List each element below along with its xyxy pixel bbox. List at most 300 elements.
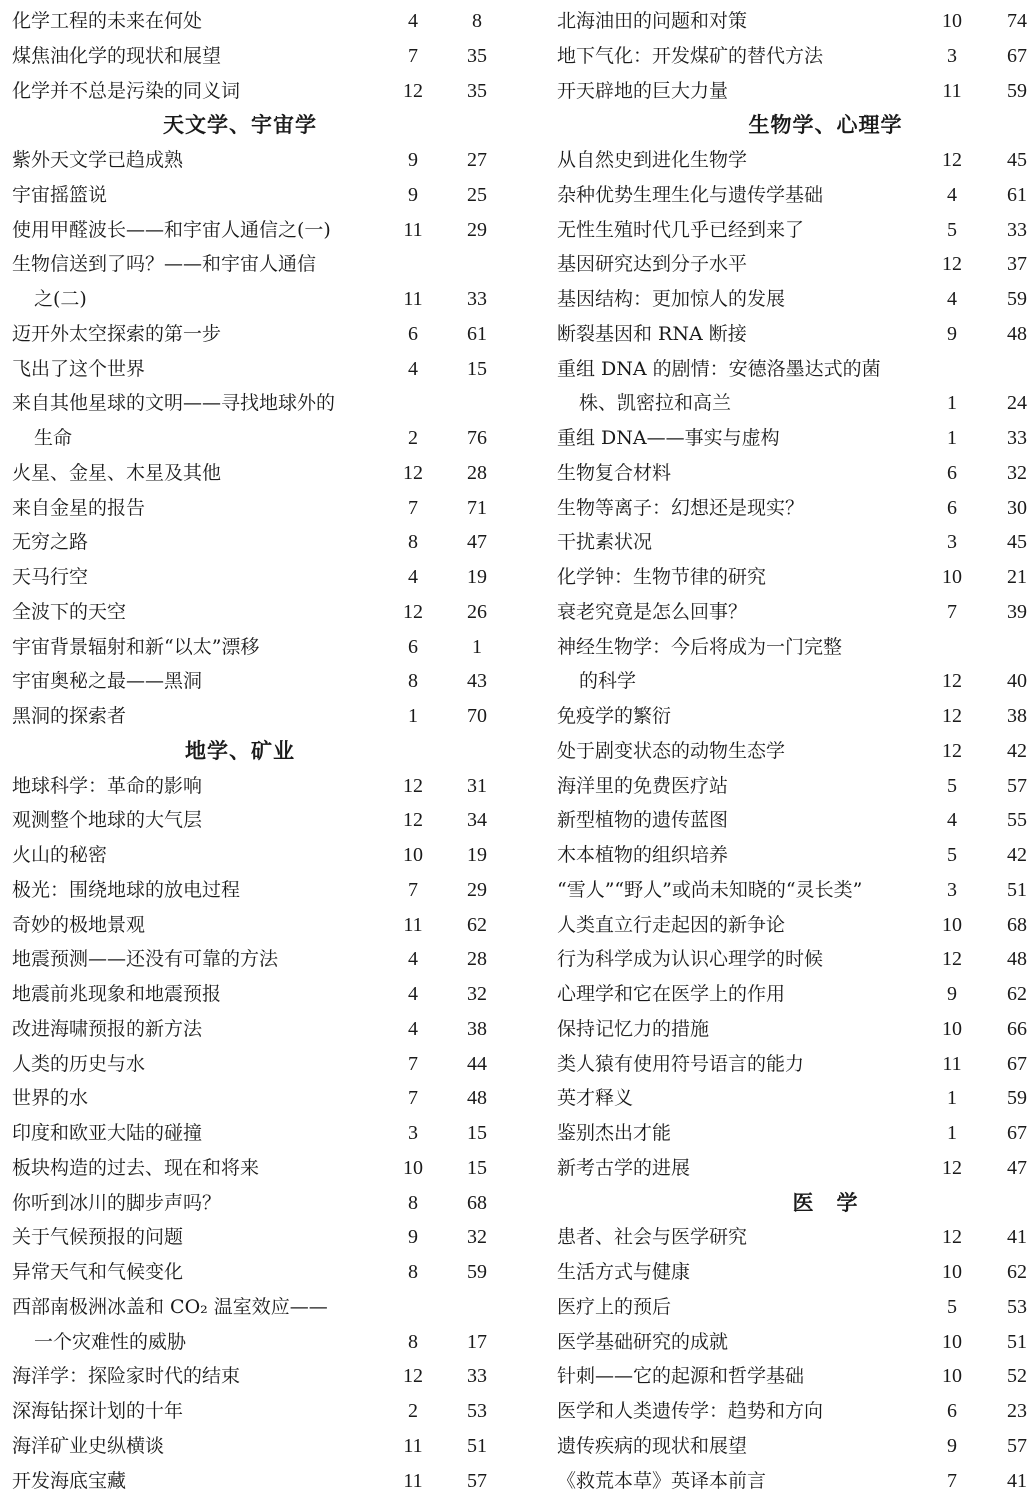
entry-title: 宇宙背景辐射和新“以太”漂移 [12, 635, 260, 658]
entry-title: 医学基础研究的成就 [557, 1330, 729, 1353]
entry-issue: 1 [947, 1122, 957, 1144]
entry-title: 无穷之路 [12, 531, 89, 554]
entry-issue: 1 [947, 427, 957, 449]
index-entry [557, 525, 1034, 560]
left-column [12, 4, 508, 1498]
index-entry [12, 143, 508, 178]
entry-page: 67 [1007, 1052, 1027, 1075]
entry-page: 62 [467, 913, 487, 936]
entry-page: 30 [1007, 496, 1027, 519]
entry-issue: 12 [942, 670, 962, 693]
entry-issue: 4 [408, 983, 418, 1005]
entry-title: 医学和人类遗传学：趋势和方向 [557, 1400, 824, 1422]
entry-issue: 1 [947, 392, 957, 415]
entry-title: 杂种优势生理生化与遗传学基础 [557, 183, 824, 206]
index-entry [557, 595, 1034, 630]
entry-issue: 10 [942, 566, 962, 588]
entry-page: 61 [1007, 183, 1027, 206]
entry-page: 57 [1007, 1434, 1027, 1457]
entry-issue: 10 [403, 1156, 423, 1179]
entry-issue: 10 [942, 1261, 962, 1283]
entry-issue: 10 [942, 1330, 962, 1353]
entry-title: 生活方式与健康 [557, 1261, 691, 1283]
entry-issue: 7 [947, 600, 957, 623]
entry-title: 医疗上的预后 [557, 1295, 672, 1318]
entry-issue: 3 [947, 44, 957, 67]
entry-title: 奇妙的极地景观 [12, 913, 146, 936]
entry-issue: 7 [408, 878, 418, 901]
entry-title: 的科学 [579, 670, 637, 693]
entry-page: 59 [467, 1261, 487, 1283]
entry-page: 48 [467, 1087, 487, 1110]
entry-page: 51 [1007, 1330, 1027, 1353]
index-entry [12, 803, 508, 838]
entry-issue: 4 [408, 357, 418, 380]
entry-issue: 7 [408, 496, 418, 519]
entry-title: 衰老究竟是怎么回事？ [557, 600, 748, 623]
entry-title: 异常天气和气候变化 [12, 1261, 184, 1283]
entry-title: 关于气候预报的问题 [12, 1226, 184, 1249]
entry-page: 29 [467, 878, 487, 901]
entry-continuation [12, 282, 508, 317]
index-entry [12, 213, 508, 248]
entry-title: 神经生物学：今后将成为一门完整 [557, 635, 843, 658]
index-entry [12, 525, 508, 560]
entry-page: 19 [467, 566, 487, 588]
entry-page: 34 [467, 809, 487, 832]
entry-page: 59 [1007, 79, 1027, 102]
index-entry [557, 352, 1034, 387]
entry-issue: 8 [408, 670, 418, 693]
entry-page: 42 [1007, 739, 1027, 762]
entry-title: 紫外天文学已趋成熟 [12, 149, 184, 171]
index-entry [12, 1151, 508, 1186]
entry-page: 15 [467, 357, 487, 380]
index-entry [12, 1081, 508, 1116]
index-entry [557, 908, 1034, 943]
entry-issue: 3 [947, 531, 957, 554]
entry-issue: 7 [408, 1052, 418, 1075]
entry-title: 使用甲醛波长——和宇宙人通信之(一) [12, 218, 331, 241]
entry-page: 35 [467, 79, 487, 102]
entry-title: 针刺——它的起源和哲学基础 [557, 1365, 805, 1388]
entry-page: 17 [467, 1330, 487, 1353]
entry-page: 1 [472, 635, 482, 658]
entry-title: 心理学和它在医学上的作用 [557, 983, 786, 1005]
index-entry [12, 1186, 508, 1221]
entry-title: 遗传疾病的现状和展望 [557, 1434, 748, 1457]
index-entry [12, 1012, 508, 1047]
index-entry [12, 491, 508, 526]
index-entry [12, 699, 508, 734]
index-entry [12, 1290, 508, 1325]
entry-page: 19 [467, 844, 487, 866]
entry-page: 44 [467, 1052, 487, 1075]
entry-issue: 8 [408, 1261, 418, 1283]
index-entry [12, 247, 508, 282]
index-entry [557, 977, 1034, 1012]
entry-page: 51 [1007, 878, 1027, 901]
entry-title: 火星、金星、木星及其他 [12, 461, 222, 484]
entry-page: 59 [1007, 1087, 1027, 1110]
entry-page: 25 [467, 183, 487, 206]
entry-page: 31 [467, 774, 487, 797]
index-entry [557, 1012, 1034, 1047]
entry-title: 生命 [34, 427, 73, 449]
section-heading [12, 734, 508, 769]
entry-title: “雪人”“野人”或尚未知晓的“灵长类” [557, 878, 863, 901]
entry-issue: 11 [403, 1469, 423, 1492]
entry-issue: 9 [947, 1434, 957, 1457]
entry-page: 45 [1007, 531, 1027, 554]
index-entry [557, 1464, 1034, 1499]
entry-page: 24 [1007, 392, 1027, 415]
entry-page: 32 [1007, 461, 1027, 484]
entry-page: 40 [1007, 670, 1027, 693]
entry-issue: 4 [947, 288, 957, 310]
entry-title: 地球科学：革命的影响 [12, 774, 203, 797]
index-entry [12, 456, 508, 491]
index-entry [557, 74, 1034, 109]
entry-page: 38 [467, 1017, 487, 1040]
entry-title: 基因结构：更加惊人的发展 [557, 288, 786, 310]
entry-title: 一个灾难性的威胁 [34, 1330, 187, 1353]
index-entry [12, 942, 508, 977]
entry-issue: 9 [947, 983, 957, 1005]
entry-title: 西部南极洲冰盖和 CO₂ 温室效应—— [12, 1295, 328, 1318]
index-entry [557, 1290, 1034, 1325]
entry-issue: 12 [942, 948, 962, 971]
index-entry [557, 1081, 1034, 1116]
index-entry [12, 1220, 508, 1255]
entry-title: 株、凯密拉和高兰 [579, 392, 732, 415]
index-entry [12, 39, 508, 74]
entry-issue: 12 [942, 253, 962, 276]
entry-page: 53 [1007, 1295, 1027, 1318]
entry-issue: 4 [947, 809, 957, 832]
index-entry [12, 1255, 508, 1290]
entry-page: 33 [467, 288, 487, 310]
entry-issue: 1 [408, 705, 418, 727]
entry-page: 67 [1007, 44, 1027, 67]
entry-page: 28 [467, 948, 487, 971]
section-heading [12, 108, 508, 143]
entry-page: 41 [1007, 1226, 1027, 1249]
index-entry [12, 317, 508, 352]
entry-title: 人类直立行走起因的新争论 [557, 913, 786, 936]
entry-issue: 7 [408, 1087, 418, 1110]
entry-title: 宇宙奥秘之最——黑洞 [12, 670, 203, 693]
index-entry [557, 317, 1034, 352]
section-heading-title: 生物学、心理学 [748, 112, 903, 138]
entry-page: 57 [1007, 774, 1027, 797]
entry-page: 35 [467, 44, 487, 67]
index-entry [557, 630, 1034, 665]
index-entry [557, 178, 1034, 213]
index-entry [12, 1359, 508, 1394]
index-entry [557, 803, 1034, 838]
entry-title: 开天辟地的巨大力量 [557, 79, 729, 102]
index-entry [557, 699, 1034, 734]
index-entry [557, 1151, 1034, 1186]
entry-title: 之(二) [34, 288, 87, 310]
entry-page: 21 [1007, 566, 1027, 588]
entry-page: 68 [467, 1191, 487, 1214]
entry-title: 基因研究达到分子水平 [557, 253, 748, 276]
entry-page: 15 [467, 1156, 487, 1179]
entry-issue: 9 [947, 322, 957, 345]
entry-page: 45 [1007, 149, 1027, 171]
entry-issue: 3 [408, 1122, 418, 1144]
index-entry [12, 1047, 508, 1082]
entry-continuation [12, 1325, 508, 1360]
entry-issue: 11 [942, 1052, 962, 1075]
index-entry [12, 1464, 508, 1499]
entry-issue: 10 [942, 1365, 962, 1388]
entry-title: 生物复合材料 [557, 461, 672, 484]
entry-issue: 1 [947, 1087, 957, 1110]
entry-page: 47 [467, 531, 487, 554]
entry-page: 74 [1007, 10, 1027, 32]
entry-issue: 4 [408, 1017, 418, 1040]
entry-issue: 11 [403, 1434, 423, 1457]
entry-issue: 4 [408, 10, 418, 32]
index-entry [557, 143, 1034, 178]
entry-title: 世界的水 [12, 1087, 89, 1110]
index-entry [557, 1394, 1034, 1429]
index-entry [12, 977, 508, 1012]
entry-page: 32 [467, 983, 487, 1005]
entry-issue: 10 [403, 844, 423, 866]
entry-title: 极光：围绕地球的放电过程 [12, 878, 241, 901]
index-entry [557, 1220, 1034, 1255]
entry-title: 深海钻探计划的十年 [12, 1400, 184, 1422]
entry-page: 43 [467, 670, 487, 693]
entry-issue: 12 [942, 739, 962, 762]
entry-issue: 10 [942, 913, 962, 936]
index-entry [557, 39, 1034, 74]
entry-page: 48 [1007, 948, 1027, 971]
index-entry [12, 74, 508, 109]
entry-page: 27 [467, 149, 487, 171]
entry-issue: 12 [942, 149, 962, 171]
entry-title: 类人猿有使用符号语言的能力 [557, 1052, 805, 1075]
entry-page: 32 [467, 1226, 487, 1249]
entry-title: 地震预测——还没有可靠的方法 [12, 948, 279, 971]
entry-issue: 12 [403, 461, 423, 484]
index-entry [557, 1325, 1034, 1360]
entry-title: 煤焦油化学的现状和展望 [12, 44, 222, 67]
entry-title: 开发海底宝藏 [12, 1469, 127, 1492]
index-entry [557, 491, 1034, 526]
entry-page: 47 [1007, 1156, 1027, 1179]
entry-title: 人类的历史与水 [12, 1052, 146, 1075]
entry-title: 新考古学的进展 [557, 1156, 691, 1179]
index-entry [12, 838, 508, 873]
entry-page: 29 [467, 218, 487, 241]
entry-page: 28 [467, 461, 487, 484]
entry-issue: 12 [403, 774, 423, 797]
entry-page: 68 [1007, 913, 1027, 936]
entry-title: 患者、社会与医学研究 [557, 1226, 748, 1249]
index-entry [557, 247, 1034, 282]
index-entry [557, 1359, 1034, 1394]
entry-issue: 11 [942, 79, 962, 102]
index-entry [12, 769, 508, 804]
entry-title: 来自金星的报告 [12, 496, 146, 519]
entry-issue: 12 [403, 1365, 423, 1388]
index-entry [12, 664, 508, 699]
entry-issue: 3 [947, 878, 957, 901]
entry-page: 15 [467, 1122, 487, 1144]
entry-page: 59 [1007, 288, 1027, 310]
entry-issue: 11 [403, 288, 423, 310]
index-entry [557, 560, 1034, 595]
entry-issue: 6 [947, 1400, 957, 1422]
entry-page: 66 [1007, 1017, 1027, 1040]
entry-title: 鉴别杰出才能 [557, 1122, 672, 1144]
entry-title: 木本植物的组织培养 [557, 844, 729, 866]
entry-page: 33 [467, 1365, 487, 1388]
entry-issue: 12 [942, 1226, 962, 1249]
entry-page: 76 [467, 427, 487, 449]
entry-issue: 12 [403, 600, 423, 623]
entry-page: 26 [467, 600, 487, 623]
entry-issue: 8 [408, 531, 418, 554]
entry-title: 印度和欧亚大陆的碰撞 [12, 1122, 203, 1144]
entry-title: 来自其他星球的文明——寻找地球外的 [12, 392, 336, 415]
entry-issue: 11 [403, 913, 423, 936]
index-entry [557, 838, 1034, 873]
entry-issue: 7 [947, 1469, 957, 1492]
entry-page: 42 [1007, 844, 1027, 866]
entry-issue: 4 [408, 566, 418, 588]
entry-issue: 5 [947, 1295, 957, 1318]
index-entry [12, 1429, 508, 1464]
entry-issue: 9 [408, 149, 418, 171]
entry-page: 52 [1007, 1365, 1027, 1388]
index-entry [12, 352, 508, 387]
index-entry [557, 1047, 1034, 1082]
entry-title: 你听到冰川的脚步声吗？ [12, 1191, 222, 1214]
entry-title: 海洋学：探险家时代的结束 [12, 1365, 241, 1388]
entry-continuation [557, 664, 1034, 699]
index-entry [12, 873, 508, 908]
entry-title: 生物信送到了吗？——和宇宙人通信 [12, 253, 317, 276]
index-entry [12, 1394, 508, 1429]
entry-title: 断裂基因和 RNA 断接 [557, 322, 747, 345]
entry-continuation [12, 421, 508, 456]
index-entry [12, 1116, 508, 1151]
entry-page: 51 [467, 1434, 487, 1457]
index-entry [557, 769, 1034, 804]
index-entry [557, 213, 1034, 248]
entry-title: 板块构造的过去、现在和将来 [12, 1156, 260, 1179]
entry-issue: 6 [947, 461, 957, 484]
index-entry [557, 1255, 1034, 1290]
entry-title: 从自然史到进化生物学 [557, 149, 748, 171]
entry-title: 新型植物的遗传蓝图 [557, 809, 729, 832]
entry-page: 33 [1007, 218, 1027, 241]
entry-page: 37 [1007, 253, 1027, 276]
entry-title: 火山的秘密 [12, 844, 108, 866]
entry-page: 38 [1007, 705, 1027, 727]
entry-title: 迈开外太空探索的第一步 [12, 322, 222, 345]
entry-title: 化学工程的未来在何处 [12, 10, 203, 32]
entry-issue: 12 [403, 79, 423, 102]
entry-page: 62 [1007, 1261, 1027, 1283]
entry-page: 62 [1007, 983, 1027, 1005]
entry-page: 33 [1007, 427, 1027, 449]
entry-title: 处于剧变状态的动物生态学 [557, 739, 786, 762]
entry-title: 干扰素状况 [557, 531, 653, 554]
index-entry [12, 630, 508, 665]
entry-issue: 2 [408, 427, 418, 449]
entry-issue: 4 [408, 948, 418, 971]
entry-title: 化学并不总是污染的同义词 [12, 79, 241, 102]
index-entry [557, 1116, 1034, 1151]
entry-issue: 12 [942, 1156, 962, 1179]
entry-page: 61 [467, 322, 487, 345]
entry-title: 无性生殖时代几乎已经到来了 [557, 218, 805, 241]
entry-title: 重组 DNA——事实与虚构 [557, 427, 780, 449]
entry-page: 70 [467, 705, 487, 727]
index-entry [12, 560, 508, 595]
entry-title: 北海油田的问题和对策 [557, 10, 748, 32]
entry-title: 天马行空 [12, 566, 89, 588]
section-heading-title: 地学、矿业 [185, 737, 295, 763]
index-entry [557, 734, 1034, 769]
entry-issue: 10 [942, 1017, 962, 1040]
entry-issue: 5 [947, 844, 957, 866]
entry-issue: 8 [408, 1191, 418, 1214]
entry-issue: 9 [408, 1226, 418, 1249]
entry-title: 宇宙摇篮说 [12, 183, 108, 206]
entry-title: 英才释义 [557, 1087, 634, 1110]
index-entry [12, 595, 508, 630]
index-entry [557, 421, 1034, 456]
index-entry [557, 1429, 1034, 1464]
entry-page: 55 [1007, 809, 1027, 832]
entry-issue: 10 [942, 10, 962, 32]
entry-issue: 2 [408, 1400, 418, 1422]
entry-issue: 8 [408, 1330, 418, 1353]
entry-page: 41 [1007, 1469, 1027, 1492]
entry-page: 8 [472, 10, 482, 32]
entry-issue: 12 [942, 705, 962, 727]
section-heading [557, 108, 1034, 143]
entry-issue: 12 [403, 809, 423, 832]
entry-title: 地下气化：开发煤矿的替代方法 [557, 44, 824, 67]
entry-page: 39 [1007, 600, 1027, 623]
index-entry [557, 942, 1034, 977]
index-entry [557, 282, 1034, 317]
entry-issue: 4 [947, 183, 957, 206]
entry-title: 免疫学的繁衍 [557, 705, 672, 727]
entry-issue: 11 [403, 218, 423, 241]
index-entry [12, 386, 508, 421]
entry-issue: 7 [408, 44, 418, 67]
entry-issue: 6 [408, 635, 418, 658]
index-entry [12, 4, 508, 39]
entry-title: 全波下的天空 [12, 600, 127, 623]
right-column [557, 4, 1034, 1498]
index-entry [557, 873, 1034, 908]
entry-issue: 5 [947, 218, 957, 241]
entry-issue: 6 [947, 496, 957, 519]
entry-page: 57 [467, 1469, 487, 1492]
entry-title: 黑洞的探索者 [12, 705, 127, 727]
